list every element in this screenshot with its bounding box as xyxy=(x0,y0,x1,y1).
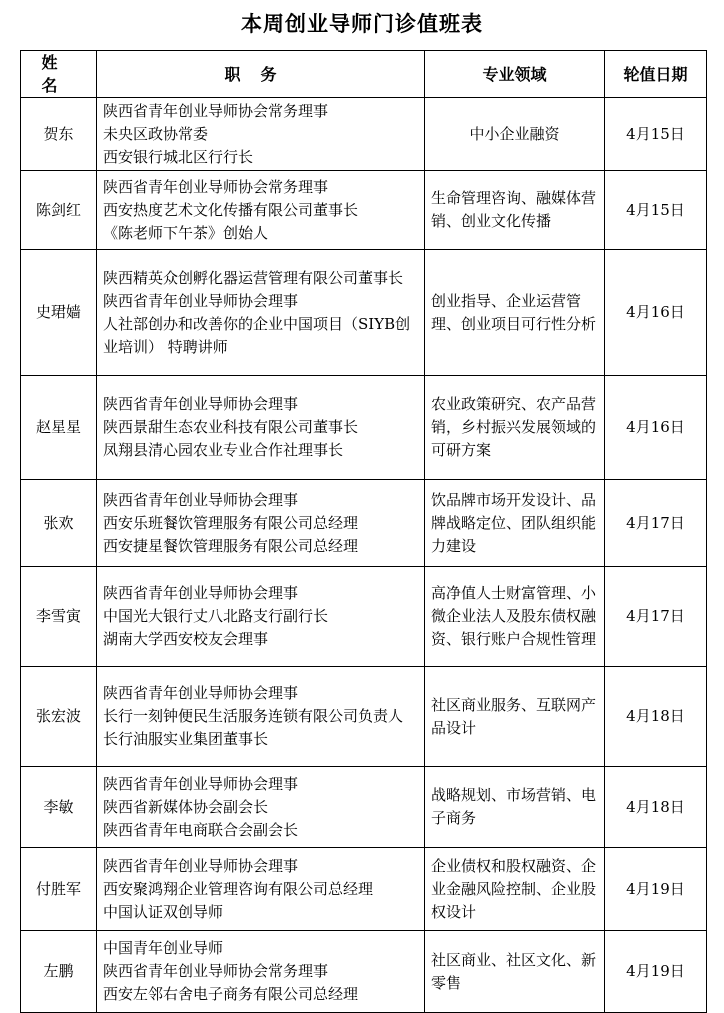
mentor-name: 付胜军 xyxy=(21,848,97,931)
mentor-posts xyxy=(97,250,425,376)
mentor-name: 贺东 xyxy=(21,98,97,171)
duty-date: 4月18日 xyxy=(605,667,707,767)
table-row xyxy=(21,480,707,567)
table-row xyxy=(21,250,707,376)
post-line: 西安热度艺术文化传播有限公司董事长 xyxy=(103,200,359,219)
table-row xyxy=(21,848,707,931)
post-line: 陕西省青年创业导师协会理事 xyxy=(103,291,299,310)
mentor-field: 创业指导、企业运营管理、创业项目可行性分析 xyxy=(425,250,605,376)
post-line: 西安左邻右舍电子商务有限公司总经理 xyxy=(103,985,359,1003)
duty-date: 4月15日 xyxy=(605,171,707,250)
table-row xyxy=(21,171,707,250)
mentor-name: 张欢 xyxy=(21,480,97,567)
mentor-field: 企业债权和股权融资、企业金融风险控制、企业股权设计 xyxy=(425,848,605,931)
post-line: 陕西省青年创业导师协会理事 xyxy=(103,490,299,509)
table-row xyxy=(21,931,707,1013)
column-header-name: 姓名 xyxy=(21,51,97,98)
post-line: 长行一刻钟便民生活服务连锁有限公司负责人 xyxy=(103,707,404,725)
mentor-field: 高净值人士财富管理、小微企业法人及股东债权融资、银行账户合规性管理 xyxy=(425,567,605,667)
post-line: 西安乐班餐饮管理服务有限公司总经理 xyxy=(103,513,359,532)
mentor-posts xyxy=(97,848,425,931)
mentor-posts xyxy=(97,667,425,767)
mentor-field: 战略规划、市场营销、电子商务 xyxy=(425,767,605,848)
post-line: 陕西省新媒体协会副会长 xyxy=(103,797,269,816)
post-line: 陕西省青年创业导师协会常务理事 xyxy=(103,177,329,196)
mentor-posts xyxy=(97,171,425,250)
duty-date: 4月16日 xyxy=(605,376,707,480)
page-title: 本周创业导师门诊值班表 xyxy=(241,11,483,36)
mentor-field: 饮品牌市场开发设计、品牌战略定位、团队组织能力建设 xyxy=(425,480,605,567)
table-row xyxy=(21,567,707,667)
post-line: 陕西景甜生态农业科技有限公司董事长 xyxy=(103,418,359,436)
duty-date: 4月19日 xyxy=(605,931,707,1013)
mentor-posts xyxy=(97,98,425,171)
mentor-name: 陈剑红 xyxy=(21,171,97,250)
post-line: 人社部创办和改善你的企业中国项目（SIYB创业培训） 特聘讲师 xyxy=(103,314,411,356)
column-header-date: 轮值日期 xyxy=(605,51,707,98)
post-line: 中国认证双创导师 xyxy=(103,902,224,921)
mentor-posts xyxy=(97,931,425,1013)
post-line: 陕西省青年创业导师协会常务理事 xyxy=(103,101,329,120)
duty-date: 4月16日 xyxy=(605,250,707,376)
column-header-post: 职务 xyxy=(97,51,425,98)
mentor-name: 张宏波 xyxy=(21,667,97,767)
mentor-posts xyxy=(97,480,425,567)
mentor-field: 社区商业服务、互联网产品设计 xyxy=(425,667,605,767)
post-line: 陕西精英众创孵化器运营管理有限公司董事长 xyxy=(103,268,404,287)
mentor-posts xyxy=(97,376,425,480)
duty-date: 4月15日 xyxy=(605,98,707,171)
duty-date: 4月17日 xyxy=(605,567,707,667)
post-line: 凤翔县清心园农业专业合作社理事长 xyxy=(103,441,344,459)
post-line: 西安聚鸿翔企业管理咨询有限公司总经理 xyxy=(103,879,374,898)
table-row xyxy=(21,667,707,767)
post-line: 中国青年创业导师 xyxy=(103,939,224,957)
post-line: 西安捷星餐饮管理服务有限公司总经理 xyxy=(103,536,359,555)
mentor-posts xyxy=(97,767,425,848)
mentor-name: 李敏 xyxy=(21,767,97,848)
mentor-posts xyxy=(97,567,425,667)
post-line: 陕西省青年创业导师协会理事 xyxy=(103,584,299,602)
table-row xyxy=(21,376,707,480)
post-line: 陕西省青年创业导师协会理事 xyxy=(103,395,299,413)
mentor-field: 生命管理咨询、融媒体营销、创业文化传播 xyxy=(425,171,605,250)
mentor-field: 农业政策研究、农产品营销，乡村振兴发展领域的可研方案 xyxy=(425,376,605,480)
post-line: 《陈老师下午茶》创始人 xyxy=(103,223,269,242)
mentor-name: 史珺嫱 xyxy=(21,250,97,376)
mentor-name: 左鹏 xyxy=(21,931,97,1013)
duty-date: 4月17日 xyxy=(605,480,707,567)
post-line: 陕西省青年创业导师协会常务理事 xyxy=(103,962,329,980)
post-line: 陕西省青年创业导师协会理事 xyxy=(103,774,299,793)
mentor-name: 赵星星 xyxy=(21,376,97,480)
post-line: 陕西省青年电商联合会副会长 xyxy=(103,820,299,839)
post-line: 西安银行城北区行行长 xyxy=(103,147,254,166)
post-line: 未央区政协常委 xyxy=(103,124,209,143)
duty-table xyxy=(20,50,707,1013)
column-header-field: 专业领域 xyxy=(425,51,605,98)
table-row xyxy=(21,767,707,848)
duty-date: 4月19日 xyxy=(605,848,707,931)
post-line: 陕西省青年创业导师协会理事 xyxy=(103,684,299,702)
post-line: 陕西省青年创业导师协会理事 xyxy=(103,856,299,875)
mentor-name: 李雪寅 xyxy=(21,567,97,667)
table-row xyxy=(21,98,707,171)
mentor-field: 中小企业融资 xyxy=(425,98,605,171)
post-line: 长行油服实业集团董事长 xyxy=(103,730,269,748)
table-header-row xyxy=(21,51,707,98)
duty-date: 4月18日 xyxy=(605,767,707,848)
post-line: 中国光大银行丈八北路支行副行长 xyxy=(103,607,329,625)
post-line: 湖南大学西安校友会理事 xyxy=(103,630,269,648)
mentor-field: 社区商业、社区文化、新零售 xyxy=(425,931,605,1013)
